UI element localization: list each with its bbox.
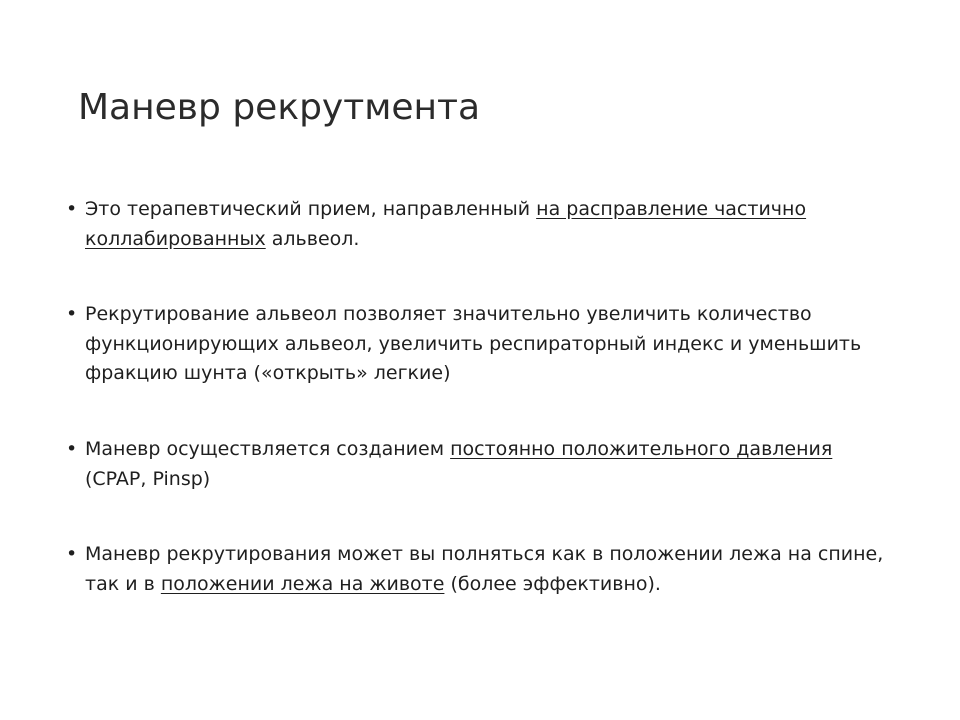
underlined-phrase: постоянно положительного давления xyxy=(450,437,833,460)
underlined-phrase: на расправление частично коллабированных xyxy=(85,198,807,250)
bullet-point-icon: • xyxy=(66,543,78,566)
bullet-text: альвеол. xyxy=(265,227,360,250)
bullet-item-definition xyxy=(66,195,886,254)
bullet-text: Маневр осуществляется созданием xyxy=(85,437,451,460)
bullet-text: Рекрутирование альвеол позволяет значительно увеличить количество функционирующих альвеол, увеличить респираторный индекс и уменьшить фракцию шунта («открыть» легкие) xyxy=(85,303,862,385)
slide-title: Маневр рекрутмента xyxy=(78,87,481,128)
bullet-point-icon: • xyxy=(66,198,78,220)
bullet-text: (CPAP, Pinsp) xyxy=(85,467,211,490)
underlined-phrase: положении лежа на животе xyxy=(160,572,445,595)
bullet-list xyxy=(66,195,886,599)
bullet-item-position xyxy=(66,540,886,599)
bullet-point-icon: • xyxy=(66,303,78,326)
bullet-item-method xyxy=(66,435,886,494)
bullet-point-icon: • xyxy=(66,437,78,460)
bullet-text: (более эффективно). xyxy=(444,572,661,595)
bullet-text: Маневр рекрутирования может вы полняться как в положении лежа на спине, так и в xyxy=(85,543,884,595)
bullet-item-effect xyxy=(66,300,886,389)
bullet-text: Это терапевтический прием, направленный xyxy=(85,198,537,220)
